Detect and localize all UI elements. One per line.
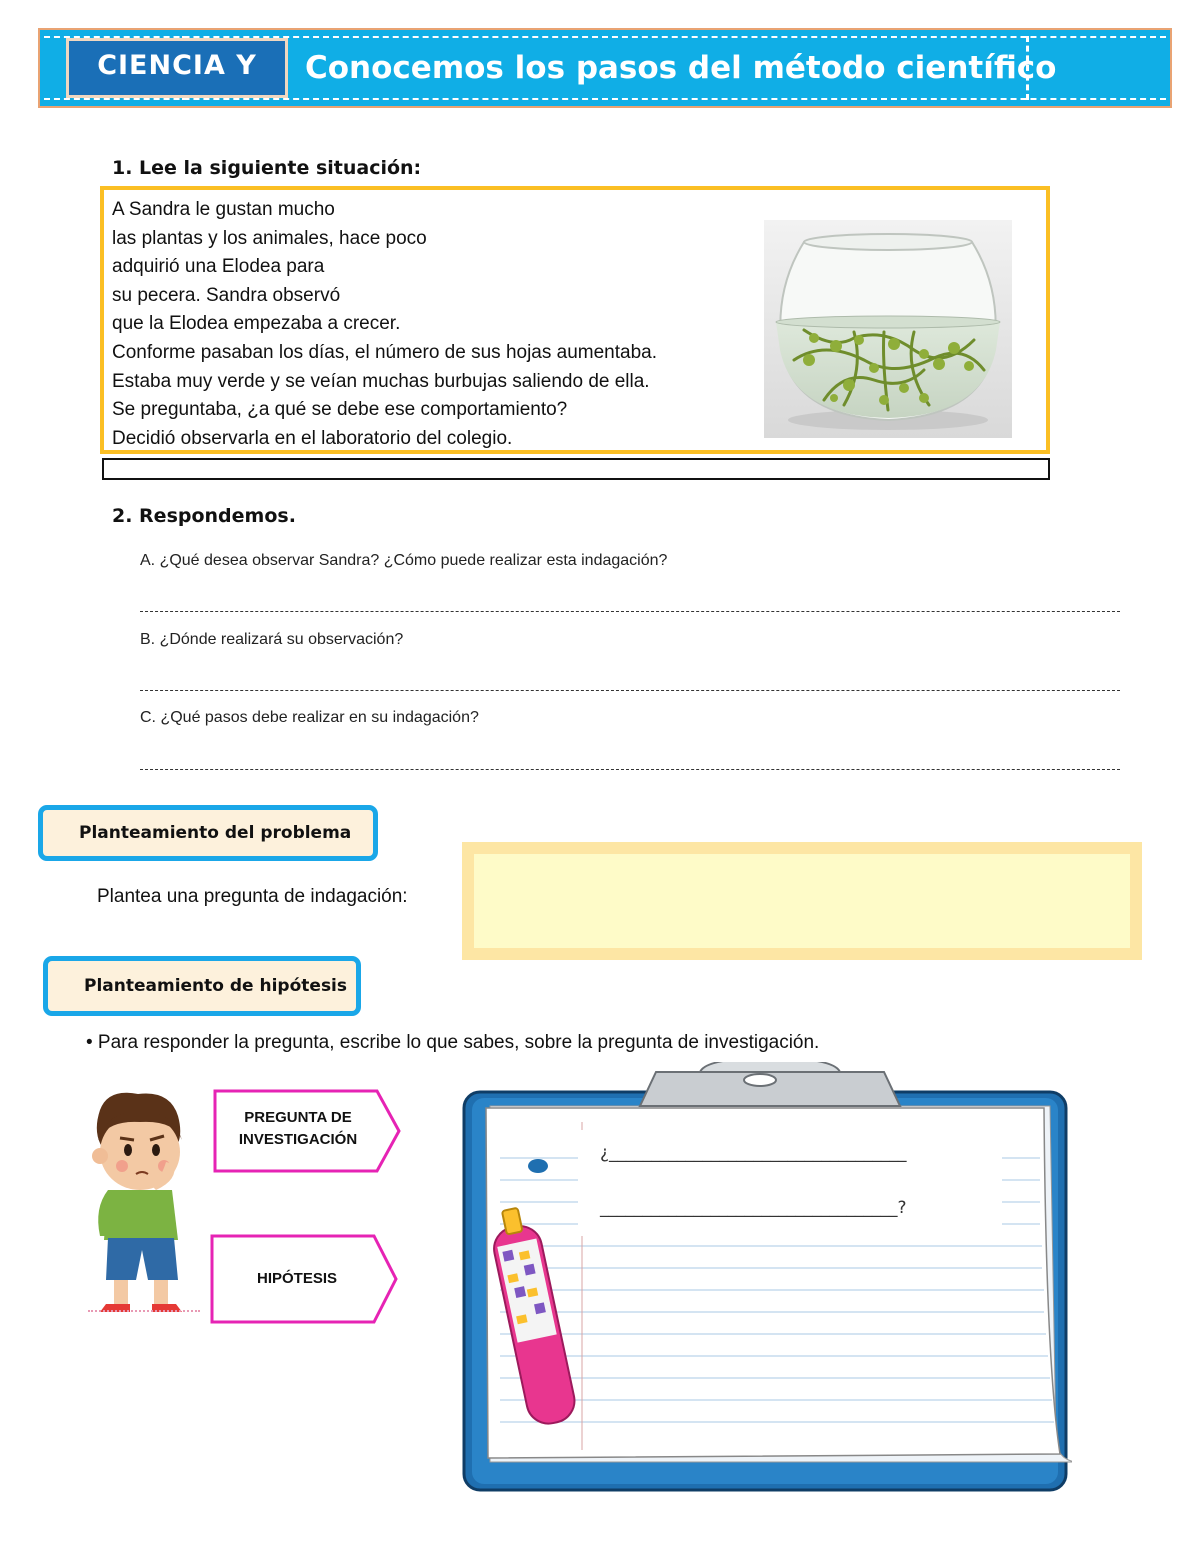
page-title: Conocemos los pasos del método científico — [305, 50, 1057, 86]
section-2-heading: 2. Respondemos. — [112, 505, 296, 527]
floor-dots — [88, 1310, 200, 1312]
story-text: A Sandra le gustan mucho las plantas y los animales, hace poco adquirió una Elodea para su pecera. Sandra observó que la Elodea empezaba a crecer. Conforme pasaban los días, el número de sus hojas aumentaba. Estaba muy verde y se veían muchas burbujas saliendo de ella. Se preguntaba, ¿a qué se debe ese comportamiento? Decidió observarla en el laboratorio del colegio. — [112, 199, 657, 449]
clipboard-illustration — [460, 1062, 1072, 1494]
clipboard-question-line-2[interactable]: ___________________________________? — [600, 1198, 907, 1218]
answer-line-c[interactable] — [140, 769, 1120, 770]
answer-line-a[interactable] — [140, 611, 1120, 612]
question-b: B. ¿Dónde realizará su observación? — [140, 631, 404, 648]
problem-prompt: Plantea una pregunta de indagación: — [97, 886, 408, 907]
answer-line-b[interactable] — [140, 690, 1120, 691]
tag-label-line1: PREGUNTA DE — [244, 1109, 352, 1126]
fishbowl-image — [764, 220, 1012, 438]
hypothesis-instruction: • Para responder la pregunta, escribe lo que sabes, sobre la pregunta de investigación. — [86, 1032, 820, 1053]
question-c: C. ¿Qué pasos debe realizar en su indagación? — [140, 709, 479, 726]
thinking-boy-illustration — [78, 1090, 203, 1320]
clipboard-question-line-1[interactable]: ¿___________________________________ — [600, 1143, 907, 1163]
hypothesis-tag-label: HIPÓTESIS — [256, 1270, 338, 1287]
problem-title-pill: Planteamiento del problema — [38, 805, 378, 861]
hypothesis-tag — [210, 1234, 400, 1324]
tag-label-line2: INVESTIGACIÓN — [238, 1131, 358, 1148]
question-answer-box[interactable] — [474, 854, 1130, 948]
question-a: A. ¿Qué desea observar Sandra? ¿Cómo puede realizar esta indagación? — [140, 552, 668, 569]
hypothesis-title-pill: Planteamiento de hipótesis — [43, 956, 361, 1016]
research-question-tag — [213, 1089, 403, 1173]
subject-tag: CIENCIA Y — [66, 38, 288, 98]
answer-bar[interactable] — [102, 458, 1050, 480]
section-1-heading: 1. Lee la siguiente situación: — [112, 157, 422, 179]
